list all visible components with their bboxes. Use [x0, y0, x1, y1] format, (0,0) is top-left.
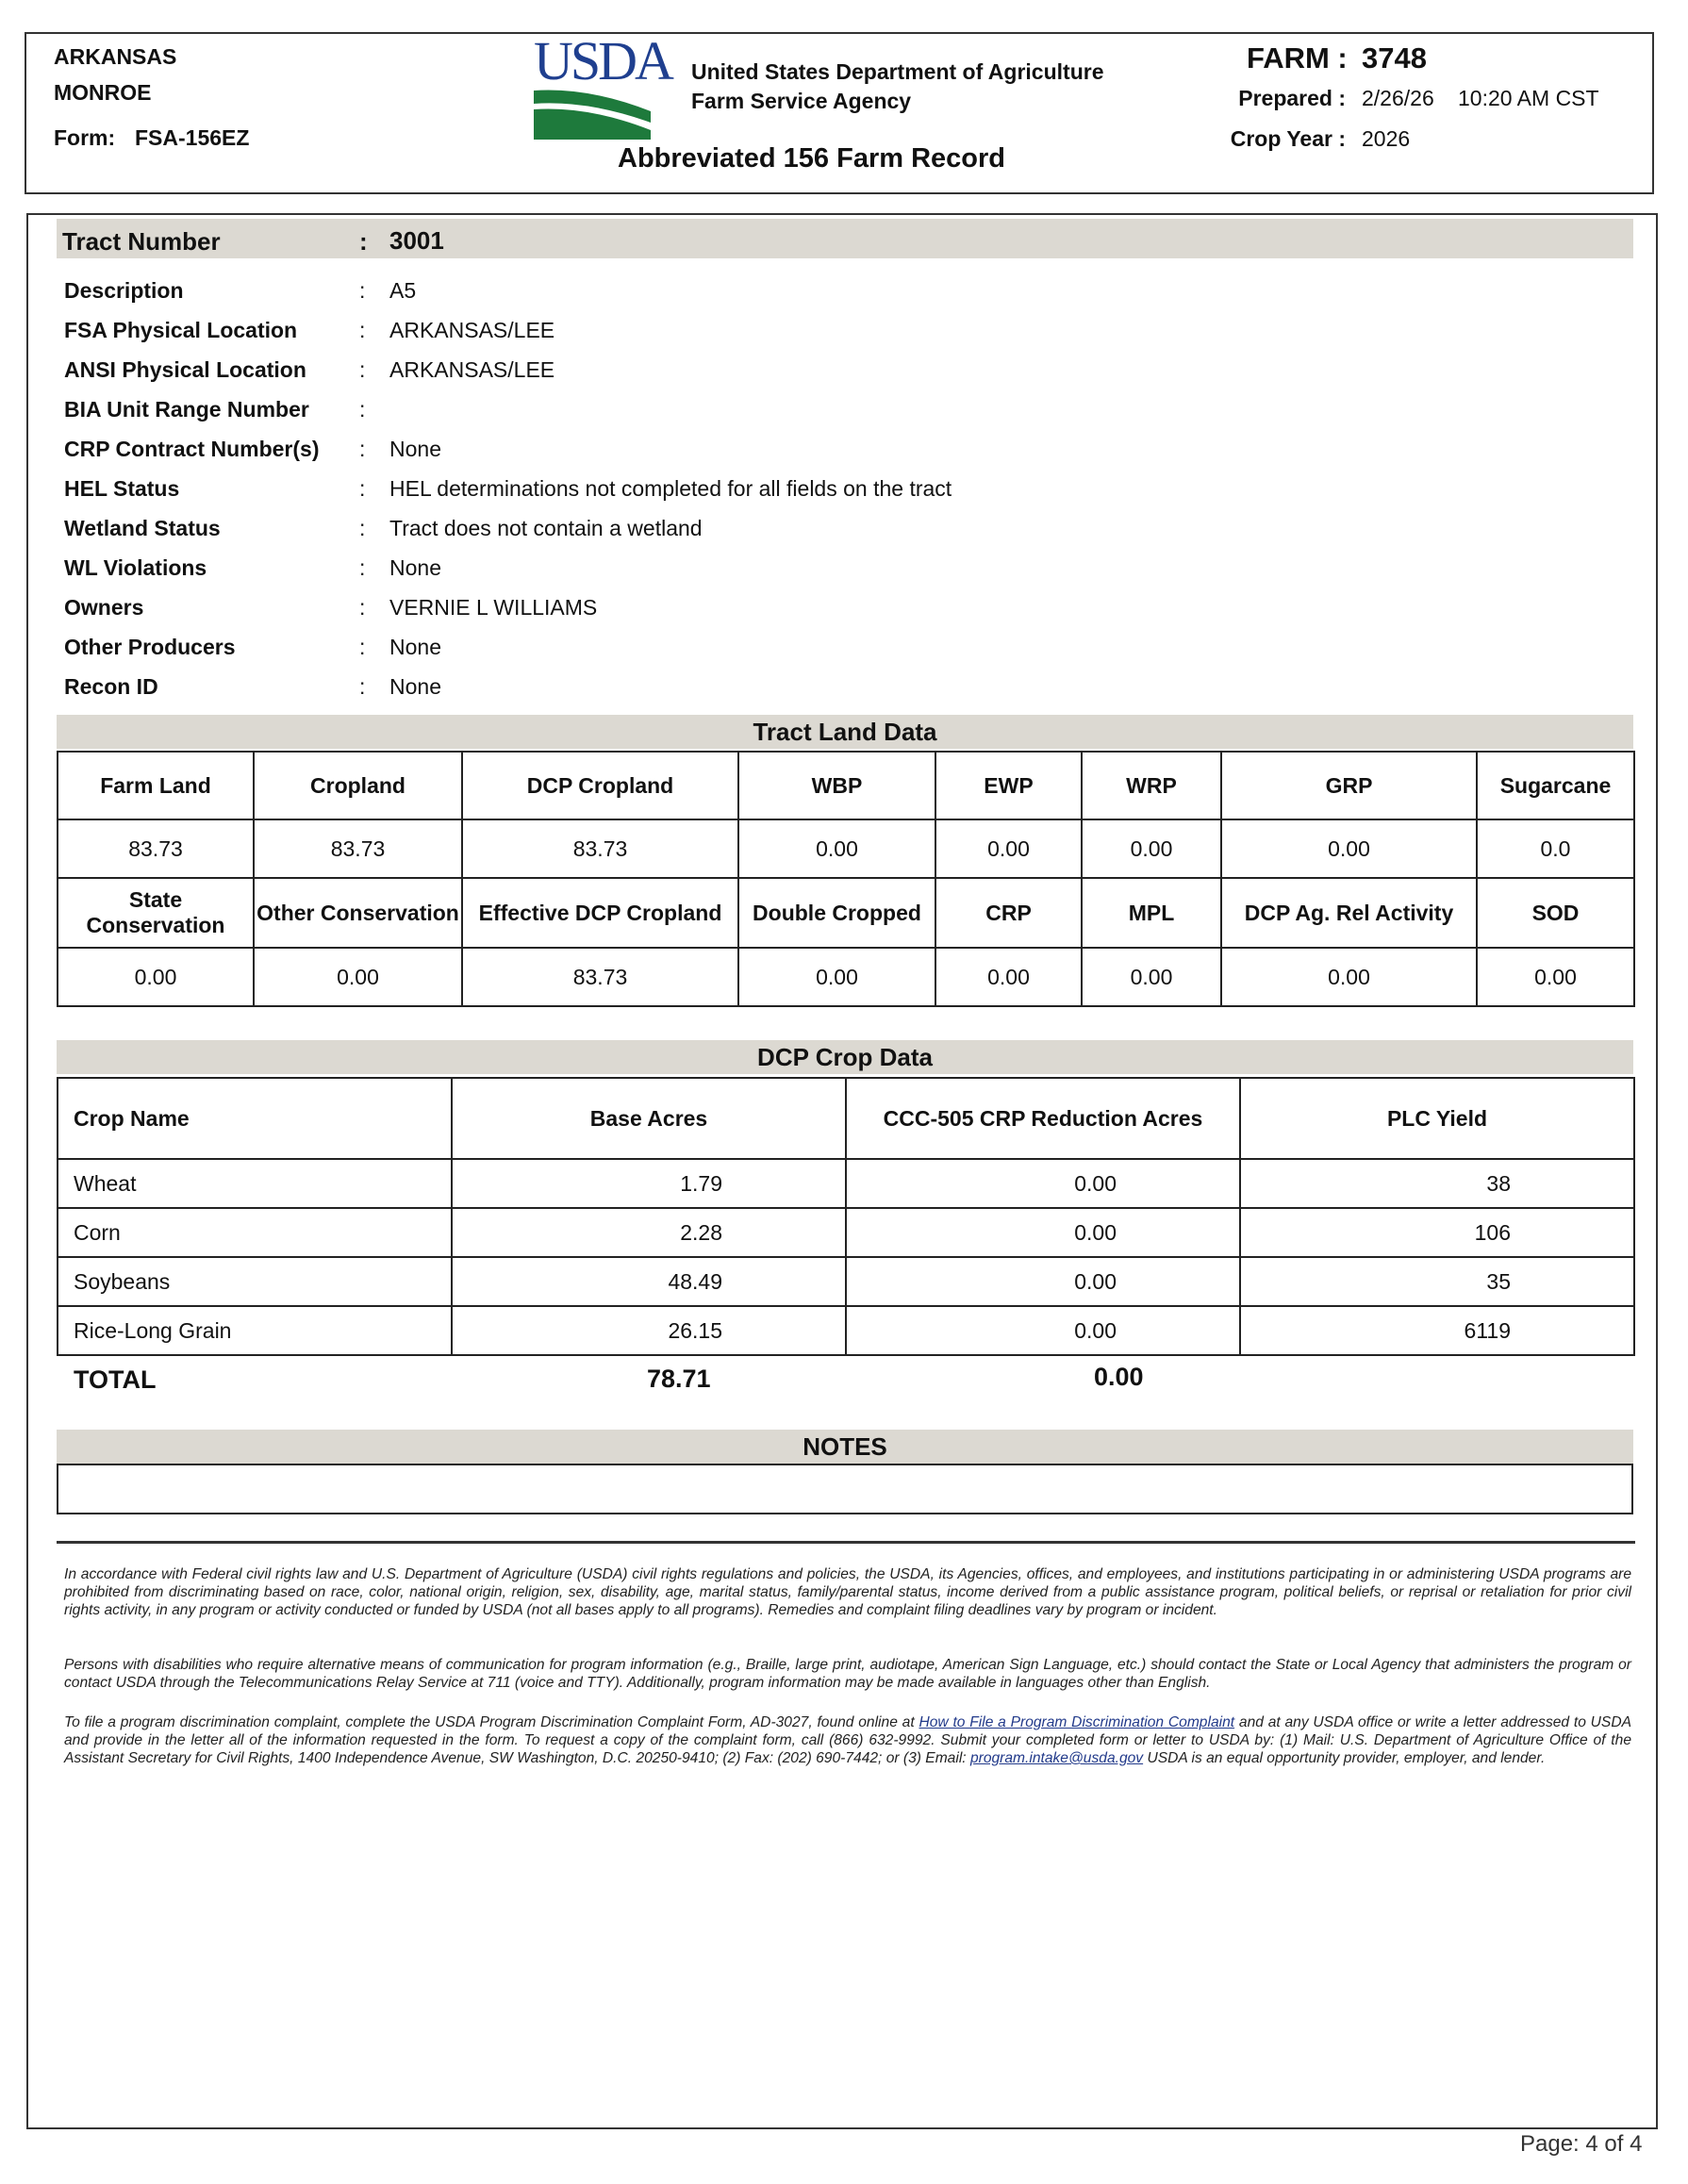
form-label: Form:	[54, 125, 116, 150]
land-value-cell: 0.00	[935, 948, 1082, 1006]
land-header-row	[58, 752, 1634, 819]
agency-name: United States Department of Agriculture	[691, 59, 1104, 84]
field-colon: :	[359, 635, 366, 659]
crop-base-cell: 48.49	[452, 1257, 846, 1306]
tract-number-colon: :	[359, 227, 368, 256]
field-colon: :	[359, 397, 366, 422]
crop-base-cell: 1.79	[452, 1159, 846, 1208]
crop-data-table	[57, 1077, 1635, 1356]
field-colon: :	[359, 476, 366, 501]
page-number: Page: 4 of 4	[1520, 2131, 1643, 2157]
notes-title: NOTES	[803, 1432, 887, 1461]
field-row	[64, 397, 1007, 437]
complaint-form-link[interactable]: How to File a Program Discrimination Complaint	[918, 1714, 1235, 1730]
land-header-cell: Effective DCP Cropland	[462, 878, 738, 948]
crop-header-cell: CCC-505 CRP Reduction Acres	[846, 1078, 1240, 1159]
crop-name-cell: Rice-Long Grain	[58, 1306, 452, 1355]
land-header-cell: Sugarcane	[1477, 752, 1634, 819]
field-value: None	[389, 437, 441, 461]
crop-row	[58, 1159, 1634, 1208]
field-label: Wetland Status	[64, 516, 221, 540]
total-base-acres: 78.71	[647, 1365, 711, 1393]
field-row	[64, 476, 1007, 516]
crop-header-cell: Base Acres	[452, 1078, 846, 1159]
crop-header-row	[58, 1078, 1634, 1159]
field-colon: :	[359, 555, 366, 580]
usda-logo	[532, 25, 671, 140]
field-value: None	[389, 635, 441, 659]
land-value-cell: 0.00	[254, 948, 462, 1006]
land-header-cell: DCP Cropland	[462, 752, 738, 819]
notes-box	[57, 1464, 1633, 1514]
land-header-cell: SOD	[1477, 878, 1634, 948]
field-value: ARKANSAS/LEE	[389, 318, 555, 342]
field-label: ANSI Physical Location	[64, 357, 306, 382]
field-value: None	[389, 555, 441, 580]
field-row	[64, 516, 1007, 555]
field-value: VERNIE L WILLIAMS	[389, 595, 598, 620]
crop-row	[58, 1306, 1634, 1355]
land-value-cell: 0.00	[1221, 819, 1477, 878]
field-colon: :	[359, 674, 366, 699]
crop-yield-cell: 106	[1240, 1208, 1634, 1257]
field-label: WL Violations	[64, 555, 207, 580]
crop-data-title: DCP Crop Data	[757, 1043, 933, 1071]
crop-name-cell: Corn	[58, 1208, 452, 1257]
land-value-cell: 0.00	[1477, 948, 1634, 1006]
crop-crp-cell: 0.00	[846, 1208, 1240, 1257]
field-label: CRP Contract Number(s)	[64, 437, 320, 461]
land-header-cell: Cropland	[254, 752, 462, 819]
land-value-cell: 83.73	[58, 819, 254, 878]
tract-number-label: Tract Number	[62, 227, 221, 256]
field-colon: :	[359, 437, 366, 461]
field-label: HEL Status	[64, 476, 180, 501]
field-row	[64, 674, 1007, 714]
farm-number: 3748	[1362, 41, 1427, 74]
field-value: HEL determinations not completed for all fields on the tract	[389, 476, 952, 501]
field-row	[64, 555, 1007, 595]
land-value-cell: 0.00	[738, 948, 935, 1006]
land-header-cell: Farm Land	[58, 752, 254, 819]
nondiscrimination-paragraph: In accordance with Federal civil rights law and U.S. Department of Agriculture (USDA) civil rights regulations and policies, the USDA, its Agencies, offices, and employees, and institutions participating in or administering USDA programs are prohibited from discriminating based on race, color, national origin, religion, sex, disability, age, marital status, family/parental status, income derived from a public assistance program, political beliefs, or reprisal or retaliation for prior civil rights activity, in any program or activity conducted or funded by USDA (not all bases apply to all programs). Remedies and complaint filing deadlines vary by program or incident.	[64, 1566, 1631, 1618]
crop-header-cell: PLC Yield	[1240, 1078, 1634, 1159]
complaint-text-a: To file a program discrimination complaint, complete the USDA Program Discrimination Complaint Form, AD-3027, found online at	[64, 1714, 915, 1730]
land-value-cell: 0.00	[1082, 948, 1221, 1006]
field-label: Recon ID	[64, 674, 158, 699]
land-value-cell: 83.73	[462, 819, 738, 878]
land-header-row	[58, 878, 1634, 948]
land-header-cell: CRP	[935, 878, 1082, 948]
crop-yield-cell: 6119	[1240, 1306, 1634, 1355]
prepared-label: Prepared :	[1238, 86, 1346, 110]
prepared-time: 10:20 AM CST	[1458, 86, 1599, 110]
field-row	[64, 278, 1007, 318]
accessibility-paragraph: Persons with disabilities who require alternative means of communication for program information (e.g., Braille, large print, audiotape, American Sign Language, etc.) should contact the State or Local Agency that administers the program or contact USDA through the Telecommunications Relay Service at 711 (voice and TTY). Additionally, program information may be made available in languages other than English.	[64, 1657, 1631, 1691]
crop-row	[58, 1208, 1634, 1257]
land-header-cell: Double Cropped	[738, 878, 935, 948]
program-intake-email-link[interactable]: program.intake@usda.gov	[969, 1750, 1144, 1766]
crop-year-label: Crop Year :	[1230, 126, 1346, 151]
field-value: A5	[389, 278, 417, 303]
form-title: Abbreviated 156 Farm Record	[618, 143, 1005, 174]
land-value-cell: 0.0	[1477, 819, 1634, 878]
land-value-cell: 0.00	[738, 819, 935, 878]
complaint-text-b: and at any USDA office or write a letter addressed to USDA and provide in the letter all of the information requested in the form. To request a copy of the complaint form, call (866) 632-9992. Submit your completed form or letter to USDA by: (1) Mail: U.S. Department of Agriculture Office of the Assistant Secretary for Civil Rights, 1400 Independence Avenue, SW Washington, D.C. 20250-9410; (2) Fax: (202) 690-7442; or (3) Email:	[64, 1714, 1631, 1766]
field-row	[64, 357, 1007, 397]
farm-label: FARM :	[1247, 41, 1348, 74]
crop-header-cell: Crop Name	[58, 1078, 452, 1159]
field-label: BIA Unit Range Number	[64, 397, 309, 422]
land-header-cell: GRP	[1221, 752, 1477, 819]
land-header-cell: State Conservation	[58, 878, 254, 948]
tract-fields	[64, 278, 1007, 714]
field-colon: :	[359, 357, 366, 382]
field-row	[64, 595, 1007, 635]
land-header-cell: WBP	[738, 752, 935, 819]
land-value-cell: 0.00	[58, 948, 254, 1006]
crop-crp-cell: 0.00	[846, 1257, 1240, 1306]
field-row	[64, 318, 1007, 357]
tract-number-value: 3001	[389, 226, 444, 255]
crop-year-value: 2026	[1362, 126, 1411, 151]
prepared-date: 2/26/26	[1362, 86, 1434, 110]
field-row	[64, 635, 1007, 674]
land-value-row	[58, 948, 1634, 1006]
land-value-row	[58, 819, 1634, 878]
field-label: Owners	[64, 595, 144, 620]
field-colon: :	[359, 595, 366, 620]
land-header-cell: DCP Ag. Rel Activity	[1221, 878, 1477, 948]
state-name: ARKANSAS	[54, 44, 177, 69]
field-value: ARKANSAS/LEE	[389, 357, 555, 382]
crop-base-cell: 2.28	[452, 1208, 846, 1257]
land-header-cell: MPL	[1082, 878, 1221, 948]
field-label: Other Producers	[64, 635, 236, 659]
complaint-paragraph	[64, 1713, 1631, 1767]
land-value-cell: 83.73	[462, 948, 738, 1006]
crop-row	[58, 1257, 1634, 1306]
crop-name-cell: Soybeans	[58, 1257, 452, 1306]
crop-name-cell: Wheat	[58, 1159, 452, 1208]
land-header-cell: WRP	[1082, 752, 1221, 819]
field-label: FSA Physical Location	[64, 318, 298, 342]
county-name: MONROE	[54, 80, 152, 105]
crop-crp-cell: 0.00	[846, 1306, 1240, 1355]
land-value-cell: 0.00	[1082, 819, 1221, 878]
land-value-cell: 0.00	[935, 819, 1082, 878]
crop-yield-cell: 35	[1240, 1257, 1634, 1306]
field-colon: :	[359, 318, 366, 342]
usda-logo-text: USDA	[534, 30, 671, 91]
legal-divider	[57, 1541, 1635, 1544]
form-number: FSA-156EZ	[135, 125, 250, 150]
field-colon: :	[359, 516, 366, 540]
tract-number-band	[57, 219, 1633, 258]
total-label: TOTAL	[74, 1365, 157, 1394]
land-value-cell: 83.73	[254, 819, 462, 878]
complaint-text-c: USDA is an equal opportunity provider, employer, and lender.	[1147, 1750, 1546, 1766]
crop-base-cell: 26.15	[452, 1306, 846, 1355]
total-crp-reduction: 0.00	[1094, 1363, 1144, 1391]
field-label: Description	[64, 278, 184, 303]
field-value: Tract does not contain a wetland	[389, 516, 703, 540]
field-row	[64, 437, 1007, 476]
land-header-cell: EWP	[935, 752, 1082, 819]
land-data-table	[57, 751, 1635, 1007]
field-value: None	[389, 674, 441, 699]
crop-yield-cell: 38	[1240, 1159, 1634, 1208]
land-data-title: Tract Land Data	[753, 718, 937, 746]
agency-subname: Farm Service Agency	[691, 89, 912, 113]
land-value-cell: 0.00	[1221, 948, 1477, 1006]
land-header-cell: Other Conservation	[254, 878, 462, 948]
field-colon: :	[359, 278, 366, 303]
crop-crp-cell: 0.00	[846, 1159, 1240, 1208]
